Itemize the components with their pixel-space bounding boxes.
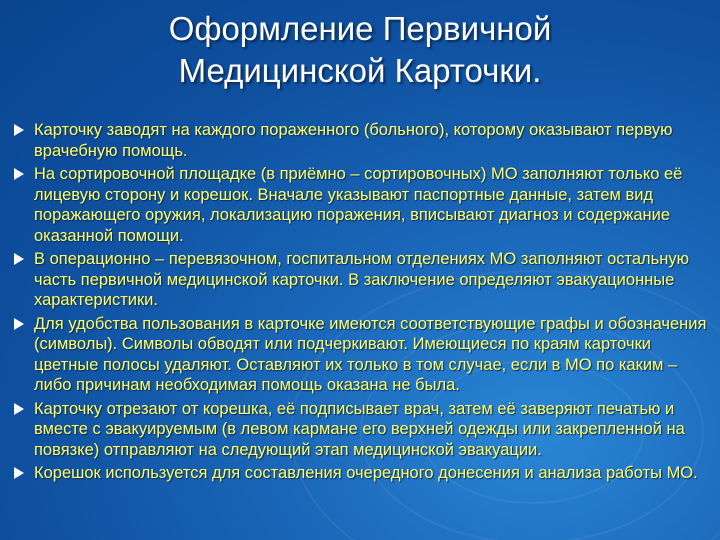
bullet-text: Корешок используется для составления очередного донесения и анализа работы МО. [34, 464, 698, 482]
bullet-text: Карточку заводят на каждого пораженного (больного), которому оказывают первую врачебную помощь. [34, 121, 673, 160]
triangle-bullet-icon [14, 124, 24, 136]
bullet-list [10, 120, 710, 487]
bullet-text: Для удобства пользования в карточке имеются соответствующие графы и обозначения (символы). Символы обводят или подчеркивают. Имеющиеся по краям карточки цветные полосы удаляют. Оставляют их только в том случае, если в МО по каким – либо причинам необходимая помощь оказана не была. [34, 314, 707, 394]
bullet-text: На сортировочной площадке (в приёмно – сортировочных) МО заполняют только её лицевую сторону и корешок. Вначале указывают паспортные данные, затем вид поражающего оружия, локализацию поражения, вписывают диагноз и содержание оказанной помощи. [34, 165, 683, 245]
bullet-item [10, 120, 710, 161]
slide-title [40, 8, 680, 92]
title-line-2: Медицинской Карточки. [178, 52, 542, 89]
title-line-1: Оформление Первичной [168, 10, 552, 47]
triangle-bullet-icon [14, 403, 24, 415]
triangle-bullet-icon [14, 467, 24, 479]
bullet-text: Карточку отрезают от корешка, её подписывает врач, затем её заверяют печатью и вместе с эвакуируемым (в левом кармане его верхней одежды или закрепленной на повязке) отправляют на следующий этап медицинской эвакуации. [34, 399, 685, 459]
bullet-item [10, 164, 710, 246]
triangle-bullet-icon [14, 168, 24, 180]
bullet-text: В операционно – перевязочном, госпитальном отделениях МО заполняют остальную часть первичной медицинской карточки. В заключение определяют эвакуационные характеристики. [34, 250, 690, 309]
triangle-bullet-icon [14, 318, 24, 330]
triangle-bullet-icon [14, 253, 24, 265]
bullet-item [10, 463, 710, 484]
bullet-item [10, 249, 710, 311]
bullet-item [10, 314, 710, 396]
bullet-item [10, 399, 710, 461]
